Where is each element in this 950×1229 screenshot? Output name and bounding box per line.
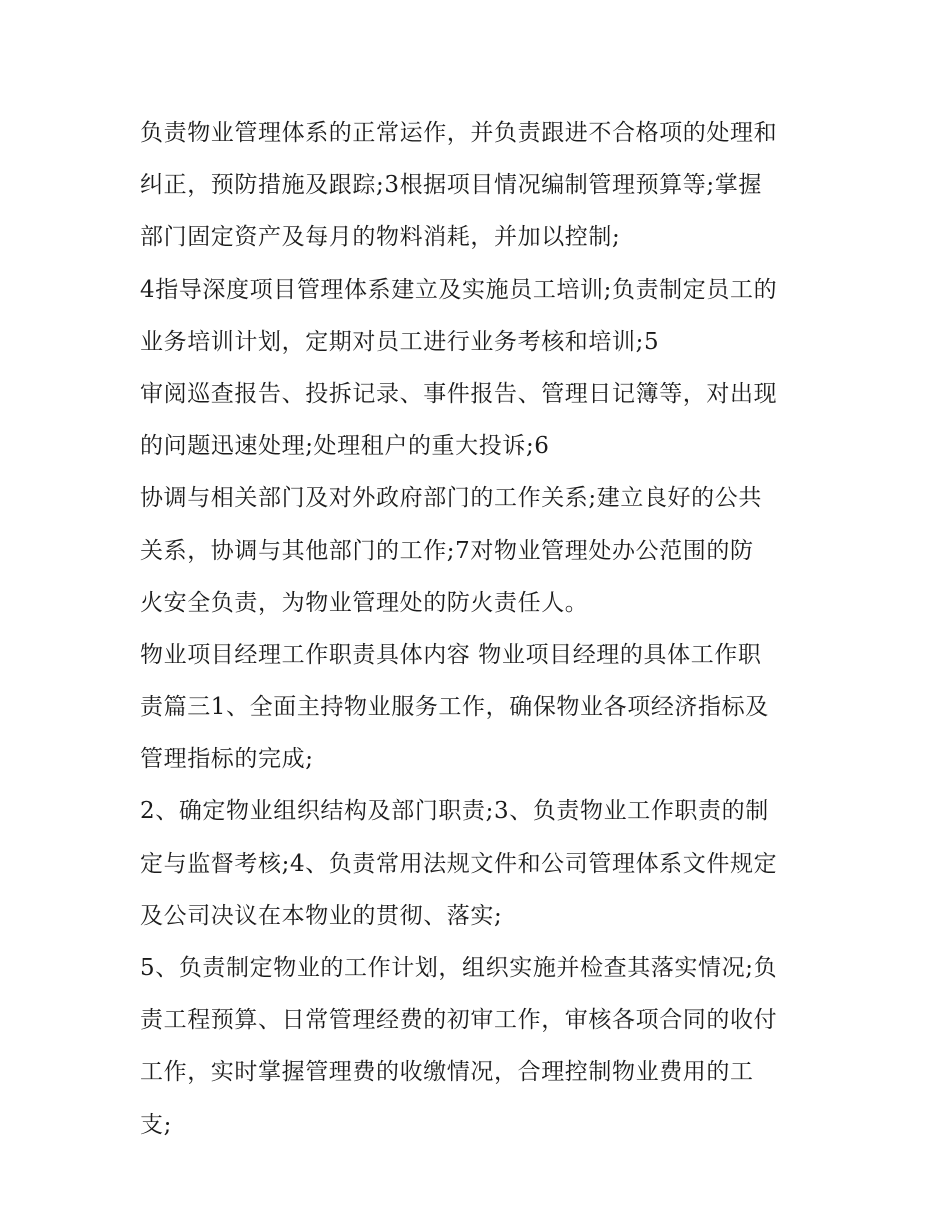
text-line: 部门固定资产及每月的物料消耗，并加以控制; (140, 224, 621, 251)
body-text (140, 107, 830, 1151)
text-line: 负责物业管理体系的正常运作，并负责跟进不合格项的处理和 (140, 120, 778, 146)
text-line: 关系，协调与其他部门的工作;7对物业管理处办公范围的防 (140, 537, 754, 564)
text-line: 5、负责制定物业的工作计划，组织实施并检查其落实情况;负 (140, 955, 778, 981)
text-line: 业务培训计划，定期对员工进行业务考核和培训;5 (140, 328, 660, 355)
text-line: 协调与相关部门及对外政府部门的工作关系;建立良好的公共 (140, 485, 762, 512)
text-line: 的问题迅速处理;处理租户的重大投诉;6 (140, 433, 550, 460)
text-line: 2、确定物业组织结构及部门职责;3、负责物业工作职责的制 (140, 798, 769, 825)
text-line: 工作，实时掌握管理费的收缴情况，合理控制物业费用的工 (140, 1059, 754, 1086)
text-line: 及公司决议在本物业的贯彻、落实; (140, 902, 503, 929)
text-line: 管理指标的完成; (140, 746, 314, 773)
text-line: 定与监督考核;4、负责常用法规文件和公司管理体系文件规定 (140, 850, 778, 877)
text-line: 审阅巡查报告、投拆记录、事件报告、管理日记簿等，对出现 (140, 380, 778, 407)
text-line: 责工程预算、日常管理经费的初审工作，审核各项合同的收付 (140, 1007, 778, 1034)
text-line: 火安全负责，为物业管理处的防火责任人。 (140, 589, 589, 616)
text-line: 4指导深度项目管理体系建立及实施员工培训;负责制定员工的 (140, 276, 778, 303)
text-line: 支; (140, 1111, 172, 1138)
text-line: 物业项目经理工作职责具体内容 物业项目经理的具体工作职 (140, 641, 762, 668)
text-line: 责篇三1、全面主持物业服务工作，确保物业各项经济指标及 (140, 694, 769, 721)
text-line: 纠正，预防措施及跟踪;3根据项目情况编制管理预算等;掌握 (140, 172, 762, 199)
